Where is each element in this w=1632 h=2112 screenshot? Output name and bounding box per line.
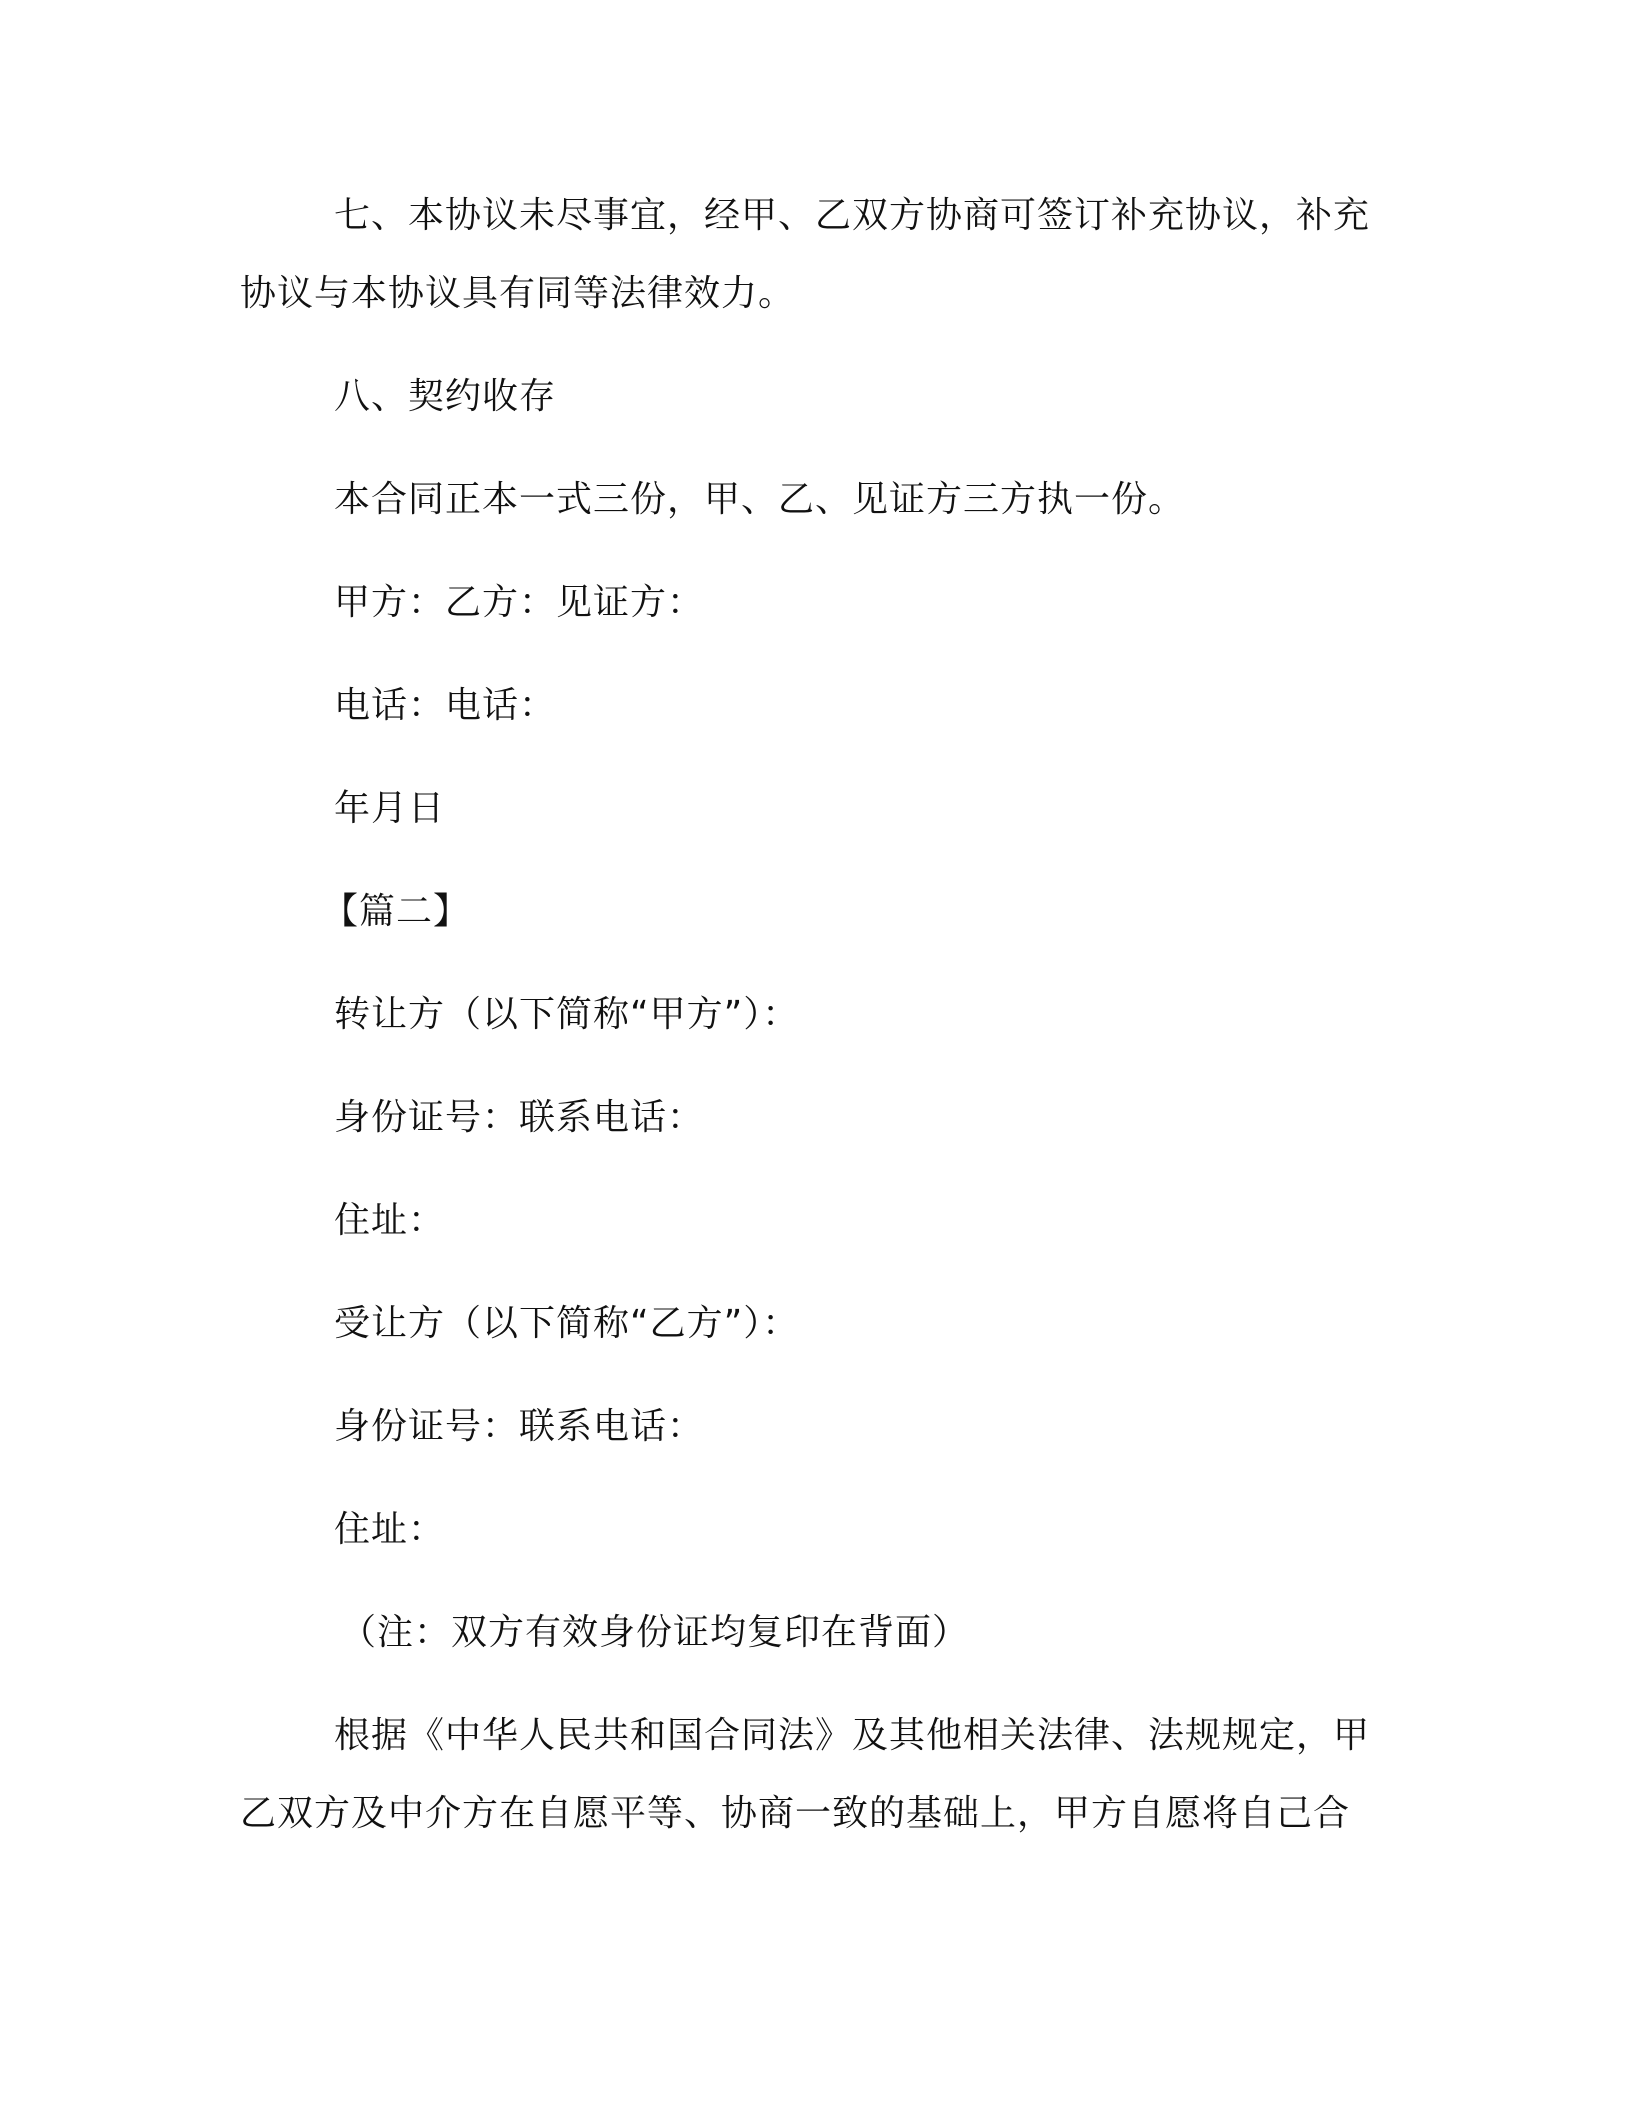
legal-basis-line-1: 根据《中华人民共和国合同法》及其他相关法律、法规规定，甲 <box>334 1715 1371 1756</box>
transferor-id-phone: 身份证号：联系电话： <box>334 1097 705 1138</box>
clause-8-heading: 八、契约收存 <box>334 376 557 417</box>
transferor-label: 转让方（以下简称“甲方”）： <box>334 994 800 1035</box>
transferor-address: 住址： <box>334 1200 446 1241</box>
id-copy-note: （注：双方有效身份证均复印在背面） <box>340 1612 970 1653</box>
legal-basis-line-2: 乙双方及中介方在自愿平等、协商一致的基础上，甲方自愿将自己合 <box>240 1793 1351 1834</box>
date-field: 年月日 <box>334 788 446 829</box>
clause-7-line-2: 协议与本协议具有同等法律效力。 <box>240 273 796 314</box>
transferee-label: 受让方（以下简称“乙方”）： <box>334 1303 800 1344</box>
transferee-id-phone: 身份证号：联系电话： <box>334 1406 705 1447</box>
copies-statement: 本合同正本一式三份，甲、乙、见证方三方执一份。 <box>334 479 1186 520</box>
phone-fields: 电话：电话： <box>334 685 557 726</box>
clause-7-line-1: 七、本协议未尽事宜，经甲、乙双方协商可签订补充协议，补充 <box>334 195 1371 236</box>
section-two-heading: 【篇二】 <box>322 891 471 932</box>
signatory-parties: 甲方：乙方：见证方： <box>334 582 705 623</box>
transferee-address: 住址： <box>334 1509 446 1550</box>
